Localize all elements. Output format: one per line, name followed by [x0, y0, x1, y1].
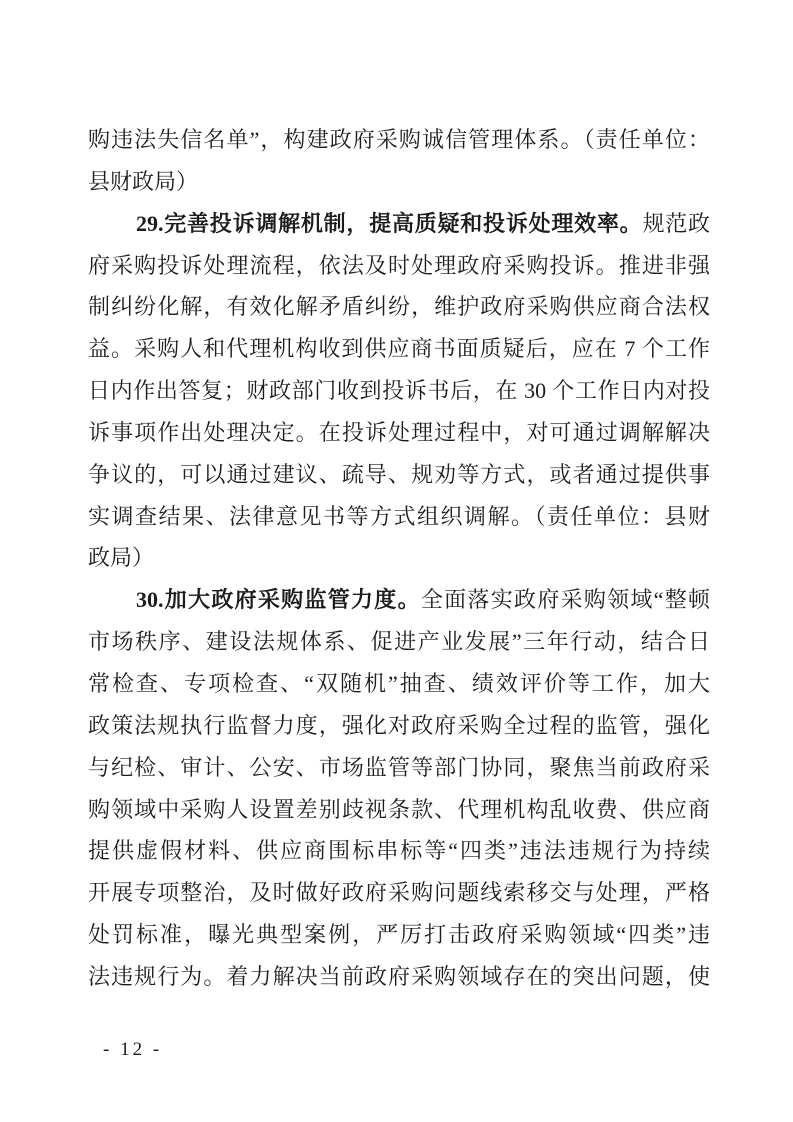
page-number: - 12 -: [103, 1039, 163, 1060]
text-line: 政局）: [88, 545, 155, 571]
text-line: 府采购投诉处理流程，依法及时处理政府采购投诉。推进非强: [88, 252, 710, 278]
text-line: [88, 579, 710, 621]
text-line: 与纪检、审计、公安、市场监管等部门协同，聚焦当前政府采: [88, 754, 710, 780]
text-line: 县财政局）: [88, 168, 199, 194]
text-line: 实调查结果、法律意见书等方式组织调解。（责任单位：县财: [88, 503, 710, 529]
text-line: 市场秩序、建设法规体系、促进产业发展”三年行动，结合日: [88, 629, 710, 655]
text-line: 制纠纷化解，有效化解矛盾纠纷，维护政府采购供应商合法权: [88, 294, 710, 320]
line-text: 规范政: [642, 210, 710, 236]
line-text: 全面落实政府采购领域“整顿: [420, 587, 710, 613]
text-line: 开展专项整治，及时做好政府采购问题线索移交与处理，严格: [88, 880, 710, 906]
text-line: 常检查、专项检查、“双随机”抽查、绩效评价等工作，加大: [88, 670, 710, 696]
text-line: 益。采购人和代理机构收到供应商书面质疑后，应在 7 个工作: [88, 336, 710, 362]
item-30-heading: 30.加大政府采购监管力度。: [136, 587, 421, 613]
text-line: 争议的，可以通过建议、疏导、规劝等方式，或者通过提供事: [88, 461, 710, 487]
document-body: [88, 119, 710, 998]
text-line: 政策法规执行监督力度，强化对政府采购全过程的监管，强化: [88, 712, 710, 738]
text-line: 购违法失信名单”，构建政府采购诚信管理体系。（责任单位：: [88, 127, 710, 152]
text-line: 日内作出答复；财政部门收到投诉书后，在 30 个工作日内对投: [88, 378, 710, 404]
item-29-heading: 29.完善投诉调解机制，提高质疑和投诉处理效率。: [136, 210, 643, 236]
text-line: 处罚标准，曝光典型案例，严厉打击政府采购领域“四类”违: [88, 922, 710, 948]
text-line: 诉事项作出处理决定。在投诉处理过程中，对可通过调解解决: [88, 419, 710, 445]
text-line: 法违规行为。着力解决当前政府采购领域存在的突出问题，使: [88, 963, 710, 989]
text-line: 提供虚假材料、供应商围标串标等“四类”违法违规行为持续: [88, 838, 710, 864]
text-line: [88, 203, 710, 245]
text-line: 购领域中采购人设置差别歧视条款、代理机构乱收费、供应商: [88, 796, 710, 822]
